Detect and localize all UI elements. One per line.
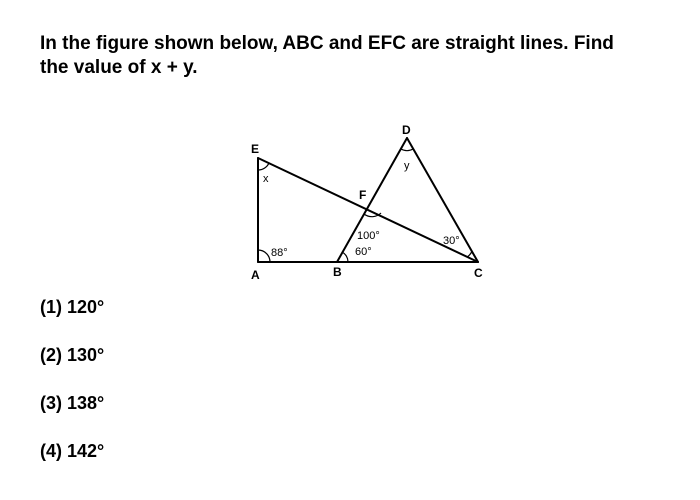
question-line-1: In the figure shown below, ABC and EFC are straight lines. Find (40, 33, 614, 54)
option-4[interactable]: (4) 142° (40, 441, 105, 461)
angle-arc-f (364, 213, 381, 217)
angle-label-y: y (404, 160, 410, 172)
point-label-c: C (474, 266, 483, 280)
angle-label-x: x (263, 173, 269, 185)
angle-arc-a (258, 250, 270, 262)
option-2[interactable]: (2) 130° (40, 345, 105, 365)
answer-options (40, 296, 104, 488)
option-3[interactable]: (3) 138° (40, 393, 105, 413)
point-label-a: A (251, 268, 260, 282)
angle-label-b-lower: 60° (355, 246, 372, 258)
question-line-2: the value of x + y. (40, 57, 198, 78)
point-label-f: F (359, 188, 367, 202)
point-label-b: B (333, 265, 342, 279)
angle-arc-y (401, 149, 413, 151)
angle-label-b-upper: 100° (357, 230, 380, 242)
angle-label-a: 88° (271, 247, 288, 259)
angle-arc-x (258, 163, 269, 170)
angle-label-c: 30° (443, 235, 460, 247)
point-label-e: E (251, 142, 260, 156)
option-1[interactable]: (1) 120° (40, 297, 105, 317)
angle-arc-c (467, 251, 472, 257)
point-label-d: D (402, 123, 411, 137)
